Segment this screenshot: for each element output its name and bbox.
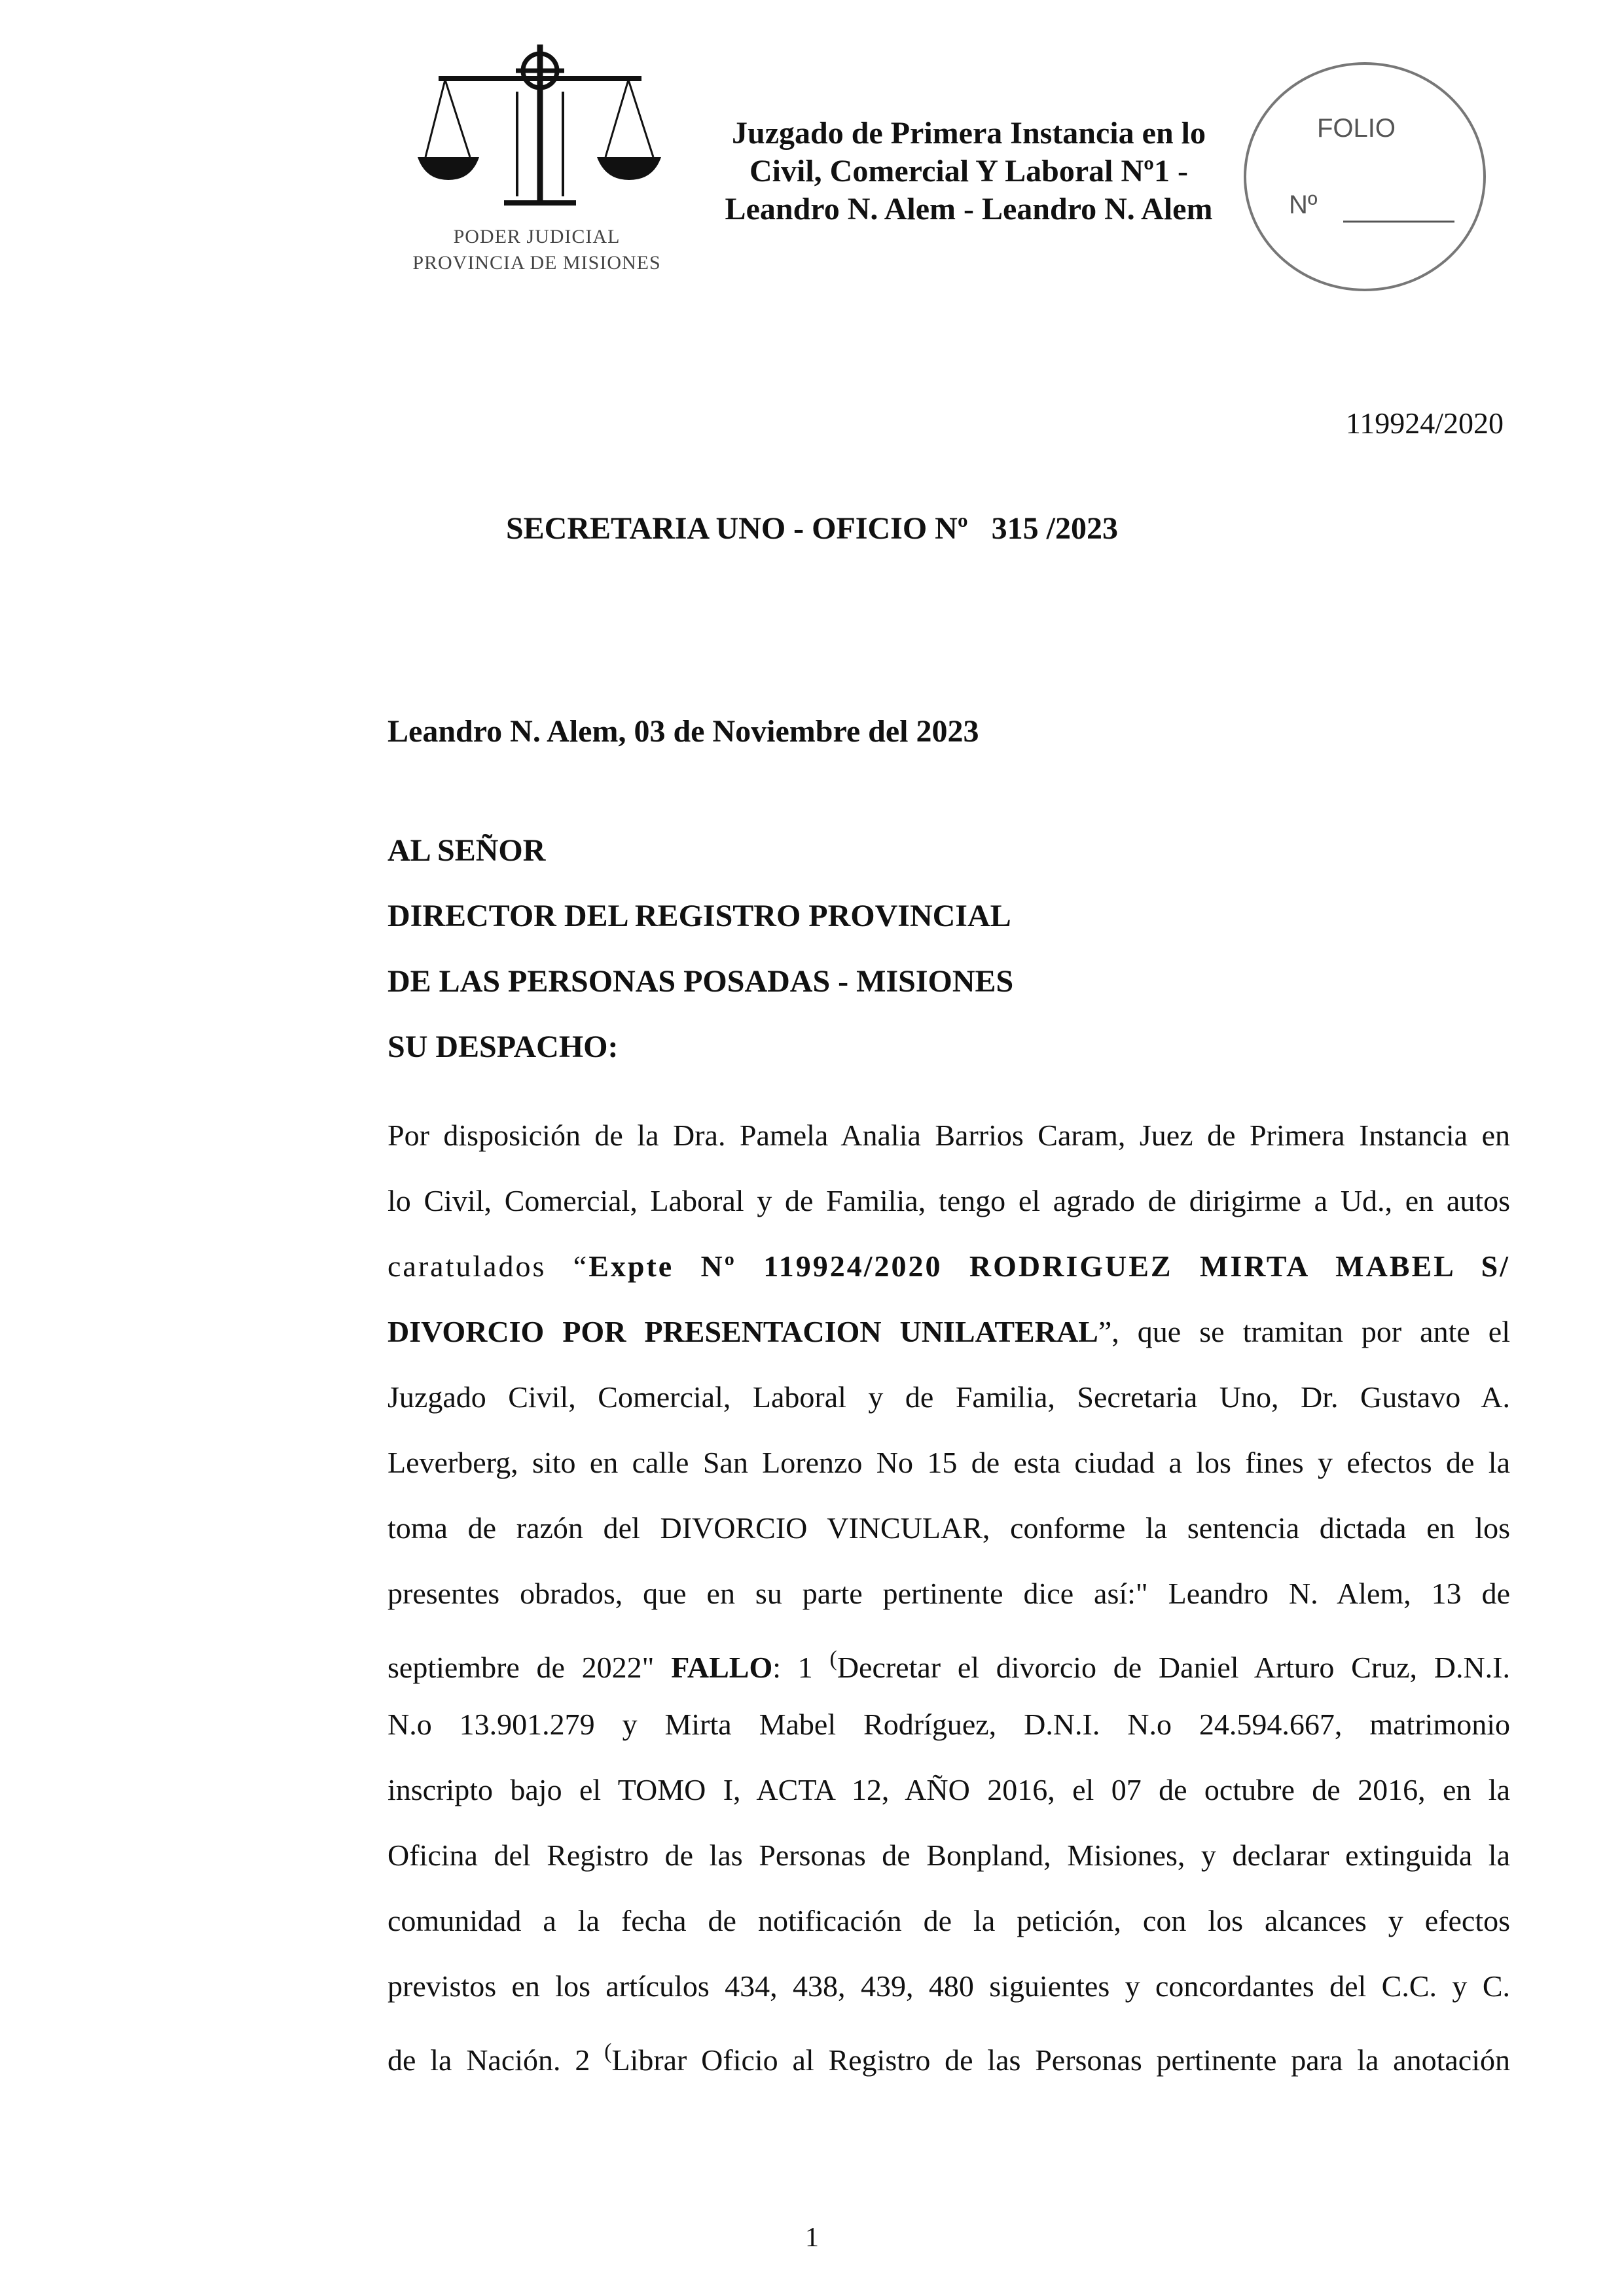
address-line3: DE LAS PERSONAS POSADAS - MISIONES — [388, 964, 1014, 999]
body-text: Decretar el divorcio de Daniel Arturo Cruz, D.N.I. — [837, 1651, 1510, 1684]
body-text: Librar Oficio al Registro de las Personas pertinente para la anotación — [611, 2043, 1510, 2077]
body-line — [388, 1181, 1510, 1247]
stamp-number-label: Nº — [1289, 190, 1318, 219]
body-text: Por disposición de la Dra. Pamela Analia Barrios Caram, Juez de Primera Instancia en — [388, 1119, 1510, 1152]
body-line — [388, 1967, 1510, 2032]
folio-stamp — [1244, 62, 1486, 291]
logo-text-line1: PODER JUDICIAL — [453, 226, 621, 247]
court-header — [681, 115, 1257, 228]
court-line3: Leandro N. Alem - Leandro N. Alem — [725, 192, 1213, 226]
stamp-folio-label: FOLIO — [1317, 114, 1396, 143]
body-text: : 1 — [772, 1651, 830, 1684]
body-text: previstos en los artículos 434, 438, 439, 480 siguientes y concordantes del C.C. y C. — [388, 1969, 1510, 2003]
body-line — [388, 1705, 1510, 1770]
stamp-number-blank — [1343, 221, 1454, 223]
date-line: Leandro N. Alem, 03 de Noviembre del 2023 — [388, 714, 979, 749]
page-number: 1 — [805, 2223, 819, 2253]
addressee-block — [388, 818, 1013, 1080]
file-number: 119924/2020 — [1345, 406, 1504, 440]
body-text: de la Nación. 2 — [388, 2043, 605, 2077]
body-text: Juzgado Civil, Comercial, Laboral y de Familia, Secretaria Uno, Dr. Gustavo A. — [388, 1380, 1510, 1414]
body-line — [388, 1378, 1510, 1443]
body-text: ”, que se tramitan por ante el — [1098, 1315, 1511, 1348]
body-line — [388, 1116, 1510, 1181]
body-text: Oficina del Registro de las Personas de Bonpland, Misiones, y declarar extinguida la — [388, 1839, 1510, 1872]
oficio-title-text: SECRETARIA UNO - OFICIO Nº 315 /2023 — [505, 511, 1119, 546]
case-title-bold: Expte Nº 119924/2020 RODRIGUEZ MIRTA MABEL S/ — [588, 1249, 1510, 1283]
body-text: comunidad a la fecha de notificación de la petición, con los alcances y efectos — [388, 1904, 1510, 1937]
address-line2: DIRECTOR DEL REGISTRO PROVINCIAL — [388, 899, 1011, 933]
body-line — [388, 1312, 1510, 1378]
court-line1: Juzgado de Primera Instancia en lo — [732, 116, 1206, 151]
body-paragraph — [388, 1116, 1510, 2098]
body-text: N.o 13.901.279 y Mirta Mabel Rodríguez, D.N.I. N.o 24.594.667, matrimonio — [388, 1708, 1510, 1741]
fallo-label: FALLO — [671, 1651, 773, 1684]
body-text: septiembre de 2022" — [388, 1651, 672, 1684]
body-line — [388, 1901, 1510, 1967]
body-text: Leverberg, sito en calle San Lorenzo No 15 de esta ciudad a los fines y efectos de la — [388, 1446, 1510, 1479]
body-text: lo Civil, Comercial, Laboral y de Familia, tengo el agrado de dirigirme a Ud., en autos — [388, 1184, 1510, 1217]
judicial-logo — [406, 39, 668, 288]
body-line — [388, 2032, 1510, 2098]
body-line — [388, 1574, 1510, 1640]
body-text: inscripto bajo el TOMO I, ACTA 12, AÑO 2016, el 07 de octubre de 2016, en la — [388, 1773, 1510, 1806]
body-line — [388, 1770, 1510, 1836]
case-title-bold: DIVORCIO POR PRESENTACION UNILATERAL — [388, 1315, 1098, 1348]
item-mark: ( — [829, 1647, 837, 1671]
item-mark: ( — [604, 2039, 612, 2064]
body-line — [388, 1443, 1510, 1509]
address-line1: AL SEÑOR — [388, 833, 546, 868]
body-line — [388, 1640, 1510, 1705]
body-text: presentes obrados, que en su parte pertinente dice así:" Leandro N. Alem, 13 de — [388, 1577, 1510, 1610]
scales-of-justice-icon — [406, 39, 668, 223]
court-line2: Civil, Comercial Y Laboral Nº1 - — [749, 154, 1188, 188]
body-line — [388, 1509, 1510, 1574]
body-text: toma de razón del DIVORCIO VINCULAR, conforme la sentencia dictada en los — [388, 1511, 1510, 1545]
body-text: caratulados “ — [388, 1249, 589, 1283]
body-line — [388, 1836, 1510, 1901]
oficio-title — [0, 511, 1624, 547]
address-line4: SU DESPACHO: — [388, 1030, 619, 1064]
body-line — [388, 1247, 1510, 1312]
logo-text-line2: PROVINCIA DE MISIONES — [412, 252, 661, 274]
